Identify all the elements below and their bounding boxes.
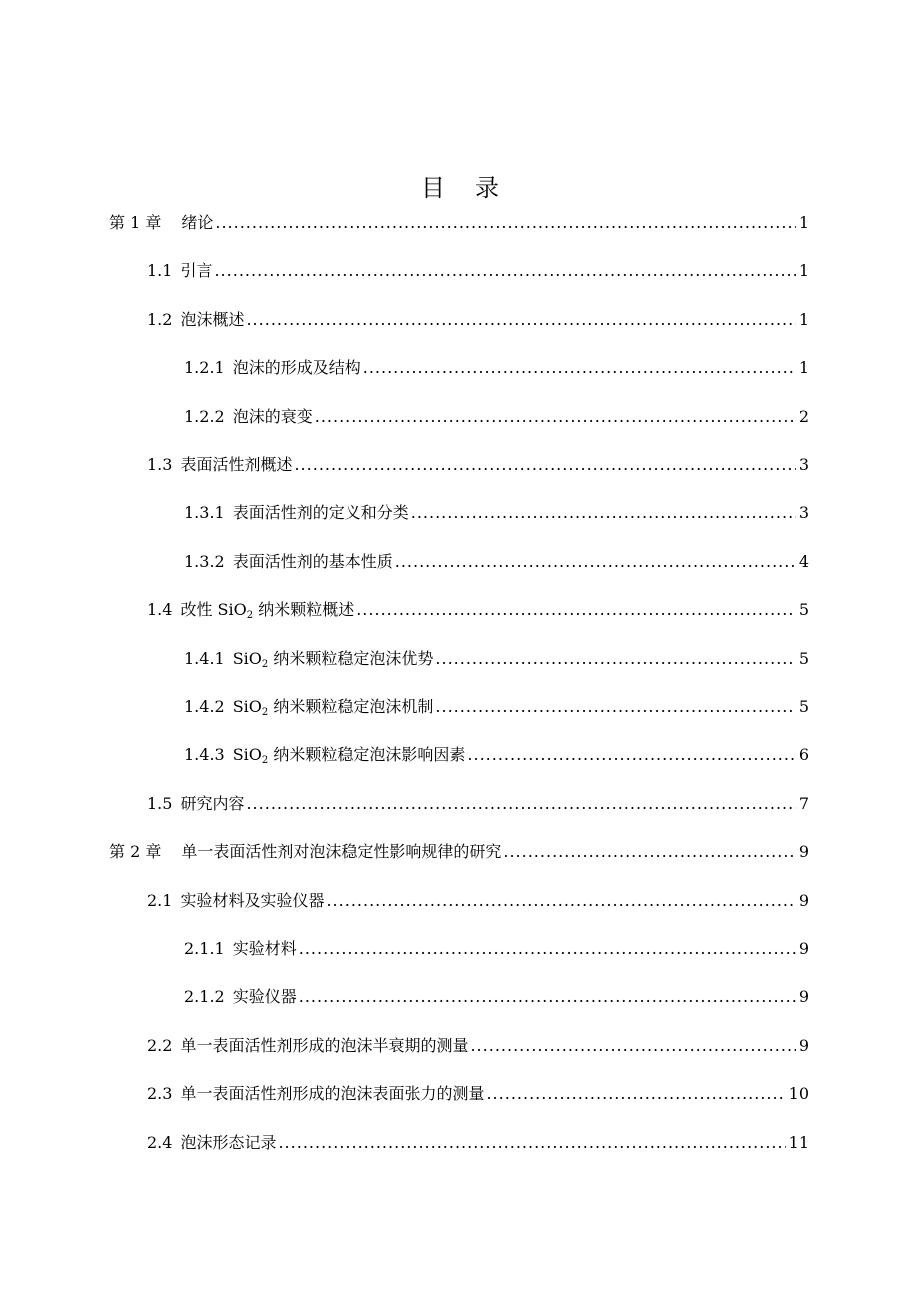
toc-entry-label: 泡沫形态记录 — [180, 1132, 277, 1152]
toc-entry-page-number: 6 — [798, 745, 809, 765]
toc-entry-label-subscript: 2 — [261, 707, 269, 718]
toc-dot-leader — [467, 742, 795, 768]
toc-entry-label-part: 纳米颗粒稳定泡沫影响因素 — [268, 745, 466, 765]
toc-entry-label: 单一表面活性剂对泡沫稳定性影响规律的研究 — [181, 842, 502, 862]
toc-dot-leader — [435, 646, 795, 672]
toc-entry-label — [233, 694, 434, 720]
toc-entry-label-part: 纳米颗粒稳定泡沫机制 — [268, 697, 434, 716]
toc-entry-label: 实验材料及实验仪器 — [180, 890, 325, 910]
toc-entry[interactable] — [0, 742, 920, 768]
toc-entry[interactable] — [0, 646, 920, 672]
toc-entry-number: 1.1 — [147, 261, 173, 281]
toc-entry[interactable] — [0, 839, 920, 865]
toc-entry-page-number: 1 — [798, 261, 809, 281]
toc-entry-number: 1.2.2 — [184, 406, 225, 426]
toc-entry-label-part: 改性 SiO — [180, 600, 247, 620]
toc-entry[interactable] — [0, 694, 920, 720]
toc-entry[interactable] — [0, 791, 920, 817]
toc-dot-leader — [315, 404, 796, 430]
toc-title-char-1: 目 — [421, 174, 445, 202]
toc-entry-label-part: 纳米颗粒稳定泡沫优势 — [268, 648, 434, 668]
toc-dot-leader — [411, 500, 796, 526]
toc-entry-number: 1.4.1 — [184, 648, 225, 668]
toc-title-char-2: 录 — [475, 174, 499, 202]
toc-dot-leader — [356, 597, 796, 623]
toc-entry-page-number: 3 — [798, 455, 809, 474]
toc-dot-leader — [214, 258, 795, 284]
toc-entry-number: 第 1 章 — [109, 213, 162, 232]
toc-entry-label: 泡沫的衰变 — [232, 406, 313, 426]
toc-entry-number: 1.3.2 — [184, 551, 225, 571]
toc-entry-label: 实验材料 — [232, 939, 297, 958]
toc-entry-page-number: 9 — [798, 987, 809, 1007]
toc-entry-number: 1.5 — [147, 793, 173, 813]
toc-entry-page-number: 9 — [798, 890, 809, 910]
toc-entry[interactable] — [0, 597, 920, 623]
toc-entry-page-number: 11 — [788, 1132, 809, 1152]
toc-entry-label: 泡沫的形成及结构 — [232, 358, 361, 378]
toc-entry-number: 2.1.1 — [184, 939, 225, 958]
toc-dot-leader — [486, 1081, 785, 1107]
toc-dot-leader — [395, 549, 796, 575]
toc-entry-number: 2.4 — [147, 1132, 173, 1152]
toc-entry-number: 1.4 — [147, 600, 173, 620]
toc-entry-page-number: 5 — [798, 648, 809, 668]
toc-entry[interactable] — [0, 1130, 920, 1156]
toc-entry-page-number: 9 — [798, 842, 809, 862]
toc-entry-label — [233, 646, 434, 672]
toc-entry-page-number: 5 — [798, 697, 809, 716]
toc-entry-label-part: SiO — [232, 697, 262, 716]
toc-entry-number: 2.1 — [147, 890, 173, 910]
toc-entry-label-subscript: 2 — [261, 755, 269, 767]
toc-entry-page-number: 1 — [798, 309, 809, 329]
toc-entry-number: 2.3 — [147, 1084, 173, 1104]
toc-entry-page-number: 7 — [798, 793, 809, 813]
toc-entry[interactable] — [0, 210, 920, 236]
toc-entry-label: 实验仪器 — [232, 987, 297, 1007]
toc-dot-leader — [503, 839, 795, 865]
toc-entry-label: 表面活性剂的定义和分类 — [232, 503, 409, 523]
toc-entry-label-part: SiO — [232, 745, 262, 765]
toc-entry[interactable] — [0, 936, 920, 962]
toc-entry[interactable] — [0, 1081, 920, 1107]
toc-title — [0, 168, 920, 203]
toc-entry[interactable] — [0, 404, 920, 430]
toc-entry-number: 1.4.3 — [184, 745, 225, 765]
toc-entry-page-number: 1 — [798, 213, 809, 232]
toc-entry-page-number: 2 — [798, 406, 809, 426]
toc-entry-number: 1.2.1 — [184, 358, 225, 378]
toc-entry-page-number: 9 — [798, 939, 809, 958]
toc-dot-leader — [278, 1130, 785, 1156]
toc-entry-number: 第 2 章 — [109, 842, 162, 862]
toc-entry[interactable] — [0, 307, 920, 333]
toc-dot-leader — [470, 1033, 795, 1059]
toc-entry-label: 泡沫概述 — [180, 309, 245, 329]
toc-entry-number: 1.3 — [147, 455, 173, 474]
toc-entry[interactable] — [0, 888, 920, 914]
toc-dot-leader — [363, 355, 796, 381]
toc-entry-label: 表面活性剂的基本性质 — [232, 551, 393, 571]
toc-entry-page-number: 5 — [798, 600, 809, 620]
toc-entry-number: 2.2 — [147, 1035, 173, 1055]
toc-entry-number: 1.3.1 — [184, 503, 225, 523]
toc-entry-number: 1.2 — [147, 309, 173, 329]
toc-entry-label — [233, 742, 466, 768]
toc-entry-page-number: 3 — [798, 503, 809, 523]
toc-dot-leader — [246, 791, 795, 817]
toc-entry-label-part: 纳米颗粒概述 — [253, 600, 355, 620]
toc-entry[interactable] — [0, 258, 920, 284]
toc-entry-page-number: 9 — [798, 1035, 809, 1055]
toc-entry-label — [180, 597, 354, 623]
toc-entry[interactable] — [0, 452, 920, 478]
toc-dot-leader — [435, 694, 795, 720]
toc-entry-label: 引言 — [180, 261, 213, 281]
toc-entry-label: 单一表面活性剂形成的泡沫表面张力的测量 — [180, 1084, 485, 1104]
toc-dot-leader — [299, 984, 796, 1010]
toc-entry-number: 1.4.2 — [184, 697, 225, 716]
toc-dot-leader — [215, 210, 795, 236]
toc-entry-number: 2.1.2 — [184, 987, 225, 1007]
toc-entry-label-part: SiO — [232, 648, 262, 668]
toc-dot-leader — [246, 307, 795, 333]
toc-entry-page-number: 1 — [798, 358, 809, 378]
toc-entry-label: 表面活性剂概述 — [180, 455, 293, 474]
toc-entry[interactable] — [0, 549, 920, 575]
toc-entry-page-number: 4 — [798, 551, 809, 571]
toc-entry[interactable] — [0, 500, 920, 526]
toc-entry-label: 单一表面活性剂形成的泡沫半衰期的测量 — [180, 1035, 469, 1055]
toc-entry-page-number: 10 — [788, 1084, 809, 1104]
toc-dot-leader — [299, 936, 796, 962]
toc-entry-label-subscript: 2 — [246, 610, 254, 622]
toc-dot-leader — [294, 452, 795, 478]
toc-entry-label: 绪论 — [181, 213, 214, 232]
toc-entry[interactable] — [0, 1033, 920, 1059]
toc-dot-leader — [326, 888, 795, 914]
toc-entry[interactable] — [0, 355, 920, 381]
toc-entry-label-subscript: 2 — [261, 658, 269, 670]
toc-entry[interactable] — [0, 984, 920, 1010]
toc-entry-label: 研究内容 — [180, 793, 245, 813]
